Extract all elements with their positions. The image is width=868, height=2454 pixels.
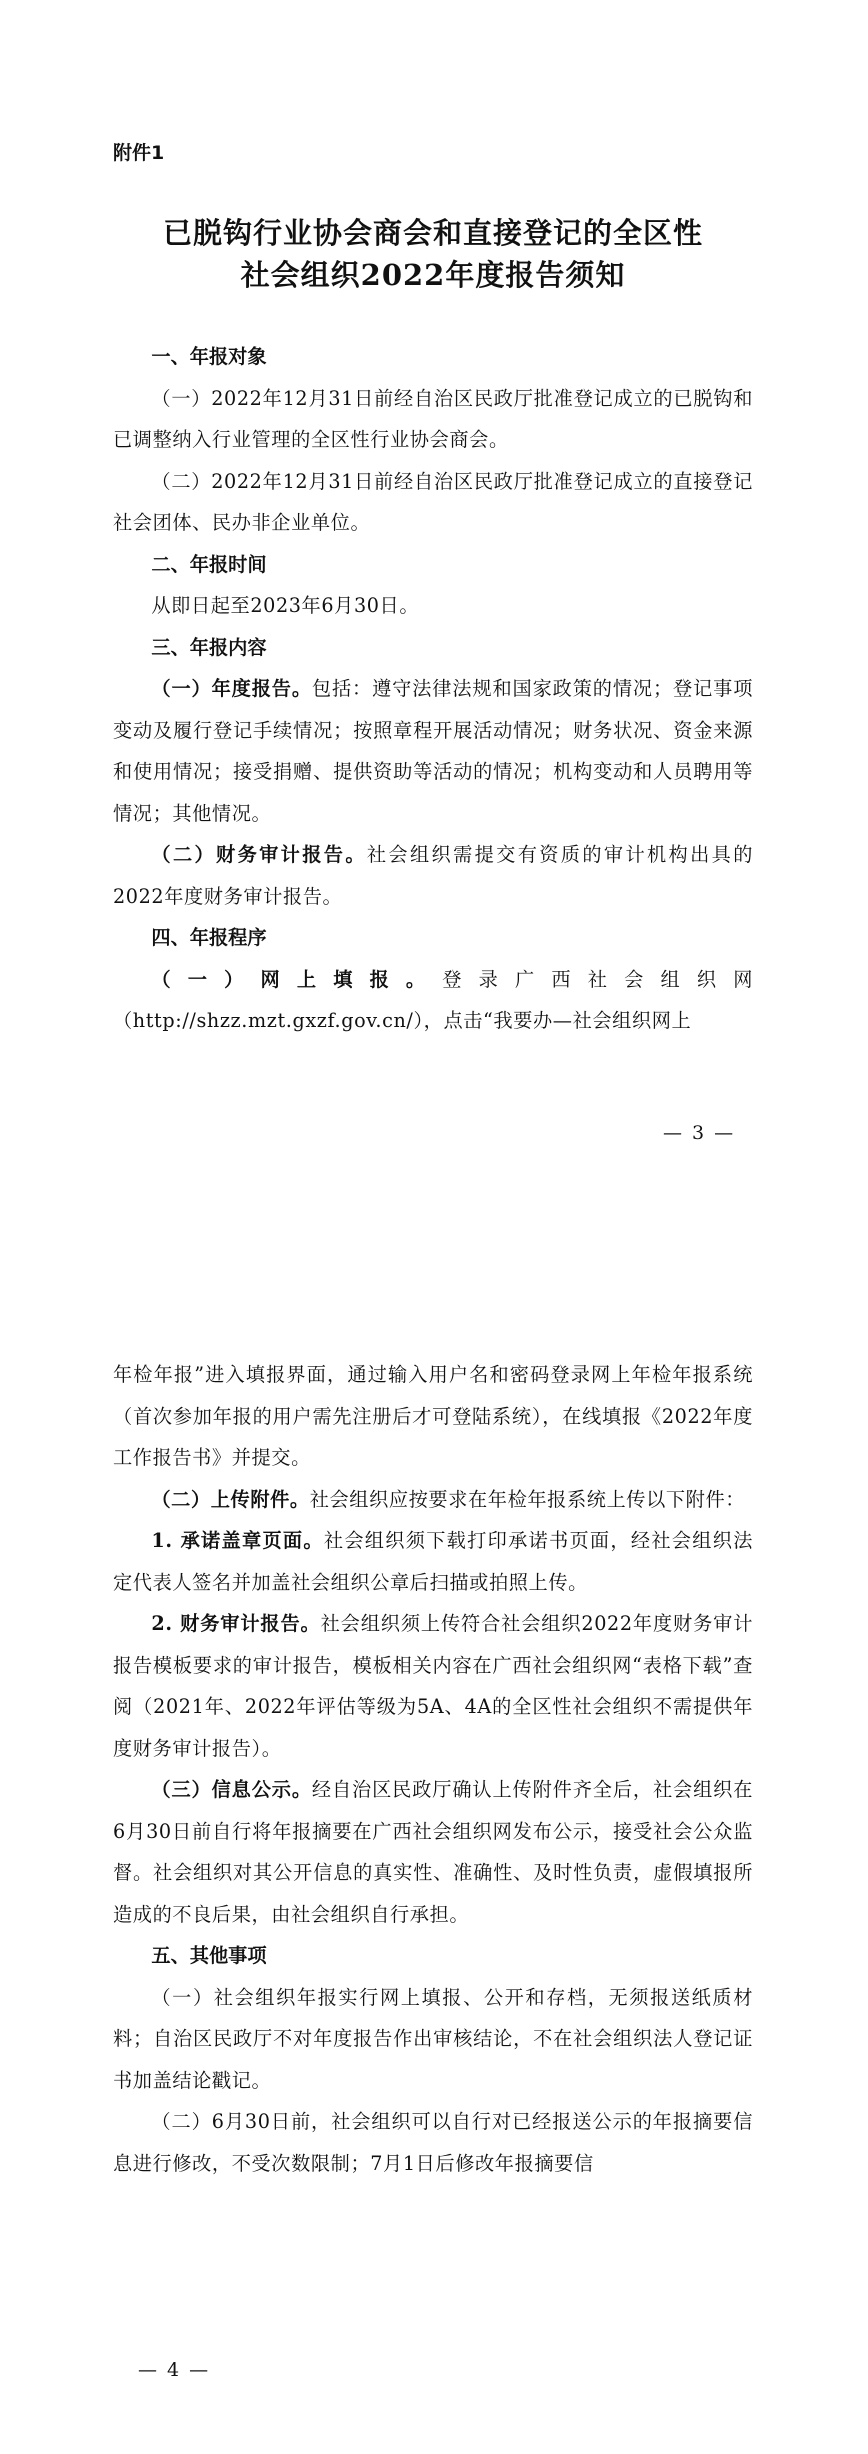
item-2-lead: 2. 财务审计报告。 — [151, 1612, 321, 1635]
upload-attachments-lead: （二）上传附件。 — [151, 1487, 310, 1511]
page-number-3: — 3 — — [663, 1122, 736, 1144]
attachment-label: 附件1 — [113, 142, 165, 164]
item-1-text: 社会组织须下载打印承诺书页面，经社会组织法定代表人签名并加盖社会组织公章后扫描或拍照上传。 — [113, 1529, 753, 1594]
section-1-para-2: （二）2022年12月31日前经自治区民政厅批准登记成立的直接登记社会团体、民办非企业单位。 — [113, 469, 753, 534]
info-disclosure-text: 经自治区民政厅确认上传附件齐全后，社会组织在6月30日前自行将年报摘要在广西社会组织网发布公示，接受社会公众监督。社会组织对其公开信息的真实性、准确性、及时性负责，虚假填报所造成的不良后果，由社会组织自行承担。 — [113, 1778, 753, 1926]
online-filing-lead: （一）网上填报。 — [151, 967, 443, 991]
page-4-body — [113, 1354, 753, 2184]
section-3-para-2 — [113, 834, 753, 917]
continued-para: 年检年报”进入填报界面，通过输入用户名和密码登录网上年检年报系统（首次参加年报的用户需先注册后才可登陆系统），在线填报《2022年度工作报告书》并提交。 — [113, 1363, 753, 1469]
annual-report-text: 包括：遵守法律法规和国家政策的情况；登记事项变动及履行登记手续情况；按照章程开展活动情况；财务状况、资金来源和使用情况；接受捐赠、提供资助等活动的情况；机构变动和人员聘用等情况；其他情况。 — [113, 677, 753, 825]
section-2-heading: 二、年报时间 — [151, 552, 267, 576]
audit-report-lead: （二）财务审计报告。 — [151, 843, 367, 866]
section-5-para-2: （二）6月30日前，社会组织可以自行对已经报送公示的年报摘要信息进行修改，不受次数限制；7月1日后修改年报摘要信 — [113, 2110, 753, 2175]
page-4 — [0, 1227, 868, 2454]
section-5-para-1: （一）社会组织年报实行网上填报、公开和存档，无须报送纸质材料；自治区民政厅不对年度报告作出审核结论，不在社会组织法人登记证书加盖结论戳记。 — [113, 1985, 753, 2092]
online-filing-text: 登录广西社会组织网 — [442, 967, 753, 991]
item-1-para — [113, 1520, 753, 1603]
section-1-heading: 一、年报对象 — [151, 345, 267, 368]
section-4-para-1-line-2: （http://shzz.mzt.gxzf.gov.cn/），点击“我要办—社会组织网上 — [113, 1009, 692, 1032]
page-number-4: — 4 — — [138, 2359, 211, 2381]
title-line-1: 已脱钩行业协会商会和直接登记的全区性 — [162, 216, 703, 250]
section-3-para-1 — [113, 668, 753, 834]
section-4-para-1 — [113, 959, 753, 1001]
section-1-para-1: （一）2022年12月31日前经自治区民政厅批准登记成立的已脱钩和已调整纳入行业管理的全区性行业协会商会。 — [113, 386, 753, 451]
item-1-lead: 1. 承诺盖章页面。 — [151, 1529, 324, 1552]
item-2-para — [113, 1603, 753, 1769]
section-4-heading: 四、年报程序 — [151, 926, 267, 949]
audit-report-text: 社会组织需提交有资质的审计机构出具的2022年度财务审计报告。 — [113, 843, 753, 908]
title-line-2: 社会组织2022年度报告须知 — [240, 258, 626, 292]
info-disclosure-lead: （三）信息公示。 — [151, 1778, 312, 1801]
upload-attachments-text: 社会组织应按要求在年检年报系统上传以下附件： — [309, 1487, 746, 1511]
document-title — [113, 212, 753, 296]
page-3-body — [113, 336, 753, 1042]
section-5-heading: 五、其他事项 — [151, 1944, 267, 1967]
info-disclosure-para — [113, 1769, 753, 1935]
item-2-text: 社会组织须上传符合社会组织2022年度财务审计报告模板要求的审计报告，模板相关内容在广西社会组织网“表格下载”查阅（2021年、2022年评估等级为5A、4A的全区性社会组织不需提供年度财务审计报告）。 — [113, 1612, 753, 1760]
section-3-heading: 三、年报内容 — [151, 635, 267, 659]
upload-attachments-para — [113, 1479, 753, 1521]
section-2-para-1: 从即日起至2023年6月30日。 — [151, 594, 420, 617]
annual-report-lead: （一）年度报告。 — [151, 677, 312, 700]
